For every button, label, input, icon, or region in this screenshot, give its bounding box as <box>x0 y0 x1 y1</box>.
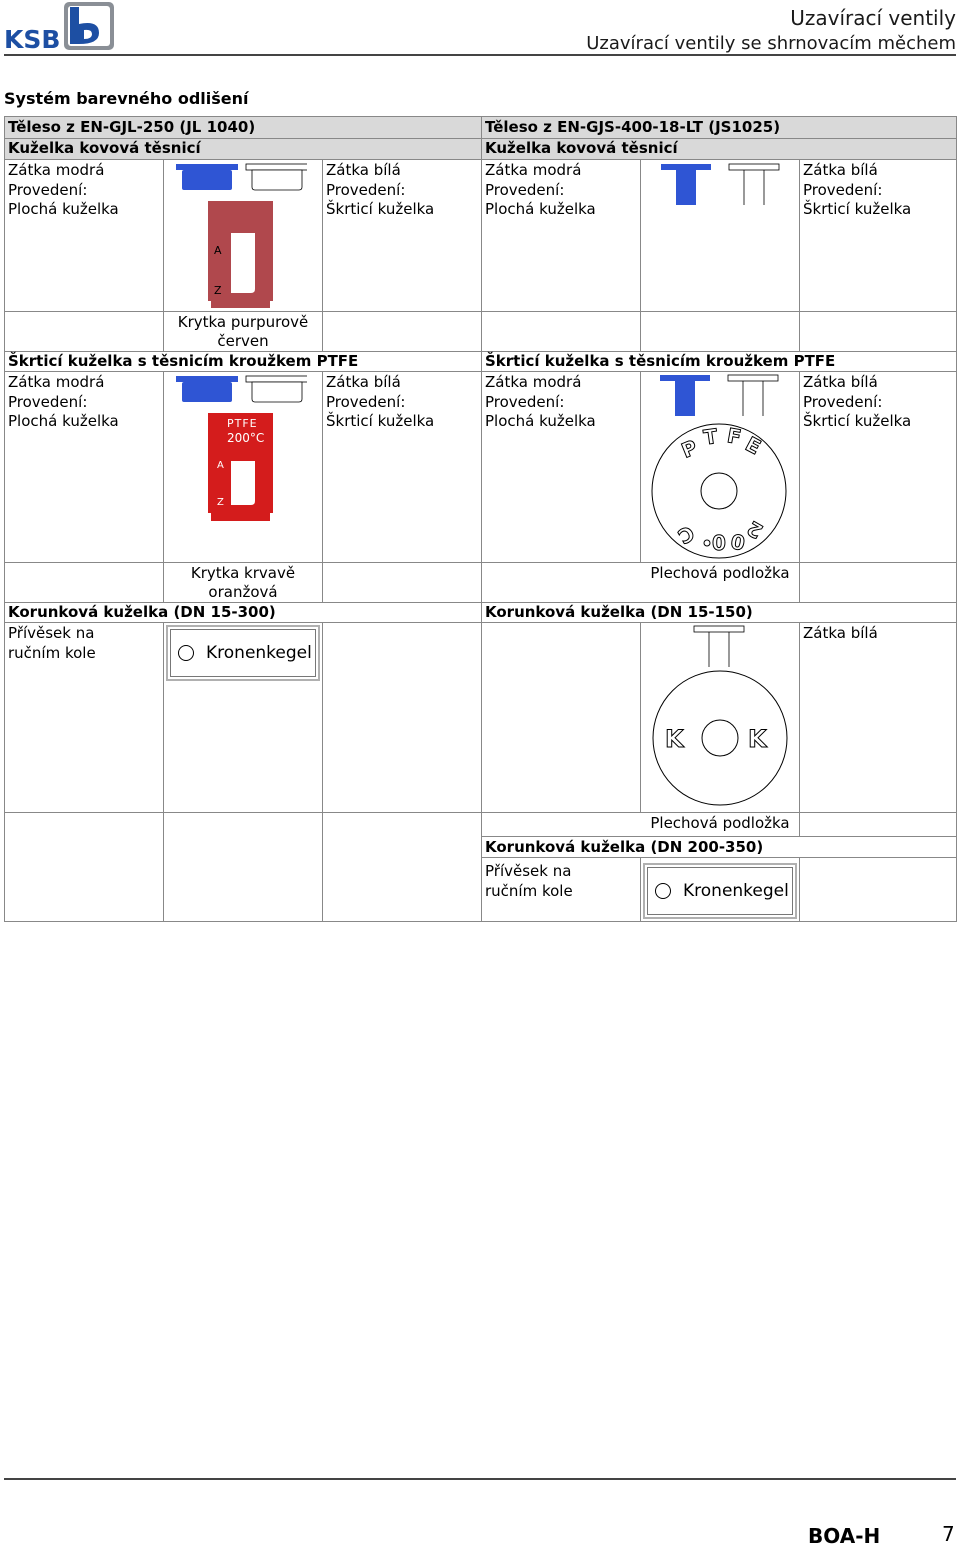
vline <box>163 159 164 311</box>
circle-icon <box>655 883 671 899</box>
col2-b2-left-1: Provedení: <box>485 392 565 411</box>
column-divider <box>481 117 482 921</box>
svg-text:T: T <box>702 423 719 450</box>
vline <box>640 311 641 351</box>
col1-b1-caption-0: Krytka purpurově <box>177 313 309 331</box>
col1-b2-left-2: Plochá kuželka <box>8 412 119 430</box>
col2-b2-right-2: Škrticí kuželka <box>803 412 912 430</box>
svg-text:0: 0 <box>712 531 726 555</box>
col2-b3-right-0: Zátka bílá <box>803 624 878 642</box>
col2-b1-right-2: Škrticí kuželka <box>803 200 912 218</box>
col1-b2-right-0: Zátka bílá <box>326 373 401 391</box>
col2-b1-left-0: Zátka modrá <box>485 161 582 179</box>
section-title: Systém barevného odlišení <box>4 89 249 108</box>
col1-b2-right-2: Škrticí kuželka <box>326 412 435 430</box>
svg-text:C: C <box>673 520 699 549</box>
col1-block2-sub: Škrticí kuželka s těsnicím kroužkem PTFE <box>8 352 359 370</box>
col1-b1-left-1: Provedení: <box>8 180 88 199</box>
logo-text: KSB <box>4 25 61 52</box>
svg-text:PTFE: PTFE <box>227 417 258 430</box>
vline <box>640 159 641 311</box>
col2-block2-sub: Škrticí kuželka s těsnicím kroužkem PTFE <box>485 352 836 370</box>
header-rule <box>4 54 956 56</box>
kronenkegel-tag-2: Kronenkegel <box>643 863 797 919</box>
vline <box>163 371 164 562</box>
vline <box>640 371 641 562</box>
vline <box>799 622 800 812</box>
col2-b3-caption: Plechová podložka <box>650 814 790 832</box>
hline <box>482 836 956 837</box>
purple-cap-illustration <box>175 163 307 309</box>
col2-heading: Těleso z EN-GJS-400-18-LT (JS1025) <box>485 118 781 136</box>
svg-text:F: F <box>725 423 743 450</box>
col1-block1-sub: Kuželka kovová těsnicí <box>8 139 201 157</box>
col1-b3-left-0: Přívěsek na <box>8 624 95 642</box>
svg-text:K: K <box>748 725 767 753</box>
vline <box>799 371 800 562</box>
svg-text:200°C: 200°C <box>227 431 265 445</box>
svg-text:Z: Z <box>214 284 222 297</box>
col1-b2-left-1: Provedení: <box>8 392 88 411</box>
col1-b2-right-1: Provedení: <box>326 392 406 411</box>
kronenkegel-tag: Kronenkegel <box>166 625 320 681</box>
col2-b2-caption: Plechová podložka <box>650 564 790 582</box>
vline <box>322 622 323 921</box>
col1-b2-caption-0: Krytka krvavě <box>190 564 296 582</box>
col1-b1-right-2: Škrticí kuželka <box>326 200 435 218</box>
col1-block3-sub: Korunková kuželka (DN 15-300) <box>8 603 276 621</box>
blood-orange-cap-illustration <box>175 375 307 525</box>
svg-text:A: A <box>217 460 224 471</box>
svg-text:A: A <box>214 244 222 257</box>
svg-text:K: K <box>665 725 684 753</box>
vline <box>322 371 323 562</box>
k-washer-illustration <box>650 624 790 810</box>
col1-b1-caption-1: červen <box>217 332 269 350</box>
svg-text:P: P <box>678 434 701 463</box>
col2-b2-left-2: Plochá kuželka <box>485 412 596 430</box>
ptfe-washer-illustration <box>649 374 789 560</box>
col2-b1-right-0: Zátka bílá <box>803 161 878 179</box>
svg-text:E: E <box>741 431 765 460</box>
vline <box>799 159 800 311</box>
ksb-logo <box>4 2 116 52</box>
page-number: 7 <box>942 1522 955 1546</box>
vline <box>322 159 323 311</box>
vline <box>640 857 641 921</box>
footer-rule <box>4 1478 956 1480</box>
col2-b1-right-1: Provedení: <box>803 180 883 199</box>
vline <box>799 311 800 351</box>
col2-block1-sub: Kuželka kovová těsnicí <box>485 139 678 157</box>
col1-b1-left-2: Plochá kuželka <box>8 200 119 218</box>
vline <box>640 622 641 812</box>
color-coding-table <box>4 116 957 922</box>
col2-b1-left-2: Plochá kuželka <box>485 200 596 218</box>
header-subtitle: Uzavírací ventily se shrnovacím měchem <box>586 33 956 54</box>
header-title: Uzavírací ventily <box>790 6 956 30</box>
col1-b3-left-1: ručním kole <box>8 643 96 662</box>
plugs-illustration <box>660 163 780 213</box>
col2-b4-left-1: ručním kole <box>485 881 573 900</box>
svg-text:Z: Z <box>217 497 224 508</box>
svg-text:2: 2 <box>742 516 767 544</box>
col2-b2-right-1: Provedení: <box>803 392 883 411</box>
col2-block3-sub: Korunková kuželka (DN 15-150) <box>485 603 753 621</box>
col2-b4-left-0: Přívěsek na <box>485 862 572 880</box>
vline <box>163 622 164 921</box>
col1-heading: Těleso z EN-GJL-250 (JL 1040) <box>8 118 256 136</box>
col2-b2-right-0: Zátka bílá <box>803 373 878 391</box>
circle-icon <box>178 645 194 661</box>
col1-b1-left-0: Zátka modrá <box>8 161 105 179</box>
col1-b1-right-0: Zátka bílá <box>326 161 401 179</box>
col1-b1-right-1: Provedení: <box>326 180 406 199</box>
col2-b1-left-1: Provedení: <box>485 180 565 199</box>
svg-text:0: 0 <box>728 528 747 555</box>
footer-doc-code: BOA-H <box>808 1524 881 1548</box>
col1-b2-left-0: Zátka modrá <box>8 373 105 391</box>
col1-b2-caption-1: oranžová <box>208 583 278 601</box>
col2-block4-sub: Korunková kuželka (DN 200-350) <box>485 838 764 856</box>
vline <box>799 857 800 921</box>
col2-b2-left-0: Zátka modrá <box>485 373 582 391</box>
